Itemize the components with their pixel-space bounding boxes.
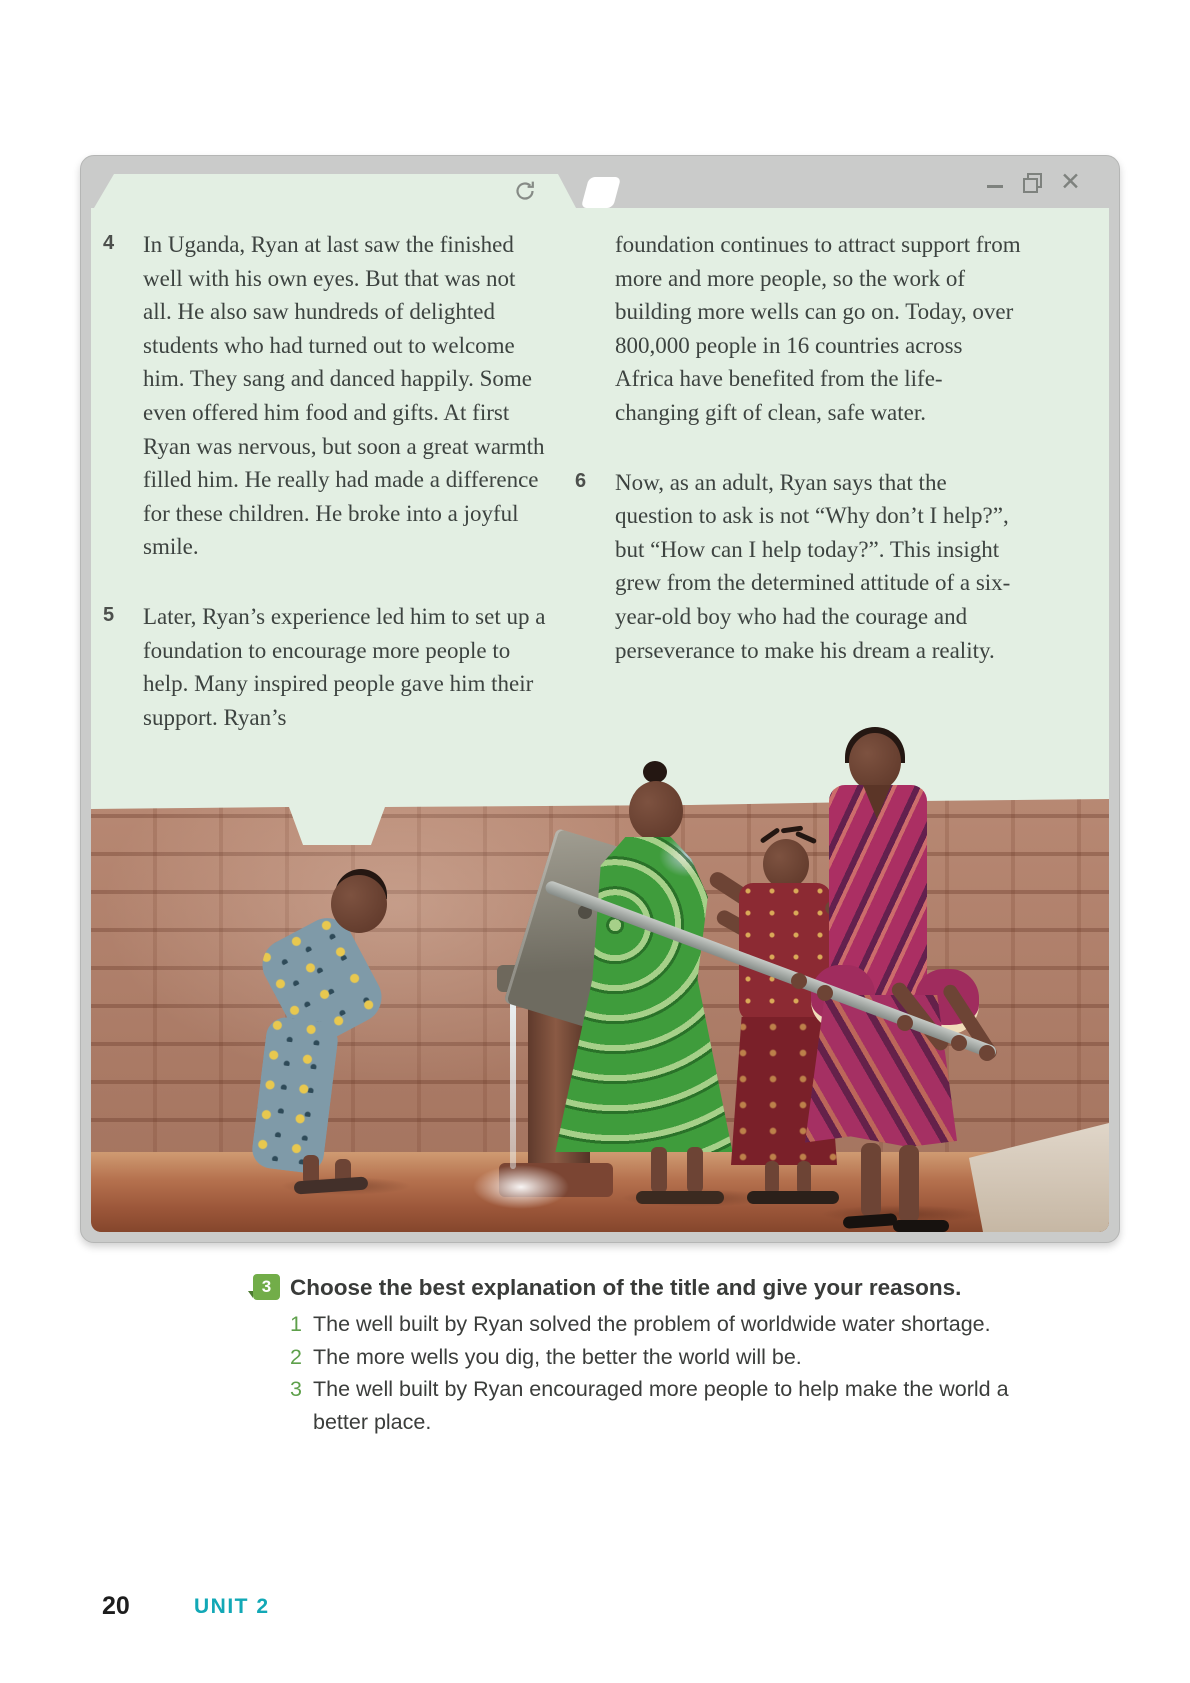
- paragraph-number: [575, 228, 601, 430]
- green-girl-hair-bun: [643, 761, 667, 783]
- red-girl-ankle: [765, 1161, 779, 1195]
- page-number: 20: [102, 1592, 130, 1620]
- hand-on-lever: [791, 973, 807, 989]
- red-girl-sandals: [747, 1191, 839, 1204]
- restore-icon[interactable]: [1022, 172, 1042, 192]
- exercise-3: [253, 1272, 1021, 1438]
- paragraph-5-continued: [575, 228, 1021, 430]
- green-girl-ankle: [687, 1147, 703, 1193]
- option-1: [290, 1308, 1021, 1341]
- red-girl-ankle: [797, 1161, 811, 1195]
- option-text: The well built by Ryan encouraged more people to help make the world a better place.: [313, 1377, 1009, 1434]
- red-girl-head: [763, 839, 809, 889]
- option-text: The well built by Ryan solved the problem of worldwide water shortage.: [313, 1312, 991, 1336]
- green-girl-ankle: [651, 1147, 667, 1193]
- water-stream: [510, 993, 516, 1169]
- paragraph-5: [103, 600, 549, 734]
- hand-on-lever: [979, 1045, 995, 1061]
- boy-head: [331, 875, 387, 933]
- hand-on-lever: [897, 1015, 913, 1031]
- text-column-right: [575, 228, 1021, 667]
- paragraph-4: [103, 228, 549, 564]
- close-icon[interactable]: ✕: [1060, 167, 1081, 196]
- option-number: 2: [290, 1344, 302, 1369]
- paragraph-text: foundation continues to attract support from more and more people, so the work of building more wells can go on. Today, over 800,000 people in 16 countries across Africa have benefited from the life-changing gift of clean, safe water.: [615, 232, 1021, 425]
- option-text: The more wells you dig, the better the world will be.: [313, 1344, 802, 1369]
- option-number: 3: [290, 1377, 302, 1401]
- hand-on-lever: [951, 1035, 967, 1051]
- paragraph-text: Now, as an adult, Ryan says that the question to ask is not “Why don’t I help?”, but “How can I help today?”. This insight grew from the determined attitude of a six-year-old boy who had the courage and perseverance to make his dream a reality.: [615, 469, 1011, 663]
- green-girl-sandals: [636, 1191, 724, 1204]
- inactive-tab[interactable]: [581, 177, 621, 208]
- paragraph-number: 6: [575, 469, 587, 492]
- browser-window: [80, 155, 1120, 1243]
- reading-panel: [91, 208, 1109, 1232]
- refresh-icon[interactable]: [512, 178, 538, 204]
- magenta-girl-neckline: [863, 785, 891, 819]
- paragraph-number: 4: [103, 232, 115, 254]
- magenta-girl-leg: [861, 1143, 881, 1217]
- magenta-girl-head: [849, 733, 901, 791]
- unit-label: UNIT 2: [194, 1595, 270, 1618]
- window-titlebar: [81, 156, 1119, 208]
- exercise-title: Choose the best explanation of the title and give your reasons.: [290, 1275, 962, 1300]
- minimize-icon[interactable]: [986, 173, 1004, 191]
- green-girl-head: [629, 781, 683, 841]
- paragraph-text: In Uganda, Ryan at last saw the finished well with his own eyes. But that was not all. He also saw hundreds of delighted students who had turned out to welcome him. They sang and danced happily. Some even offered him food and gifts. At first Ryan was nervous, but soon a great warmth filled him. He really had made a difference for these children. He broke into a joyful smile.: [143, 232, 545, 560]
- paragraph-6: [575, 466, 1021, 668]
- paragraph-number: 5: [103, 603, 115, 626]
- magenta-girl-leg: [899, 1145, 919, 1223]
- option-2: [290, 1341, 1021, 1374]
- paragraph-text: Later, Ryan’s experience led him to set up a foundation to encourage more people to help. Many inspired people gave him their support. Ryan’s: [143, 603, 546, 730]
- magenta-girl-sandal: [893, 1220, 949, 1232]
- hand-on-lever: [817, 985, 833, 1001]
- option-3: [290, 1373, 1021, 1438]
- water-splash: [473, 1165, 569, 1209]
- window-controls: [986, 156, 1081, 208]
- exercise-number-badge: 3: [253, 1274, 280, 1300]
- exercise-options: [290, 1308, 1021, 1438]
- option-number: 1: [290, 1312, 302, 1336]
- active-tab[interactable]: [94, 174, 576, 208]
- well-photo: [91, 727, 1109, 1232]
- text-column-left: [103, 228, 549, 734]
